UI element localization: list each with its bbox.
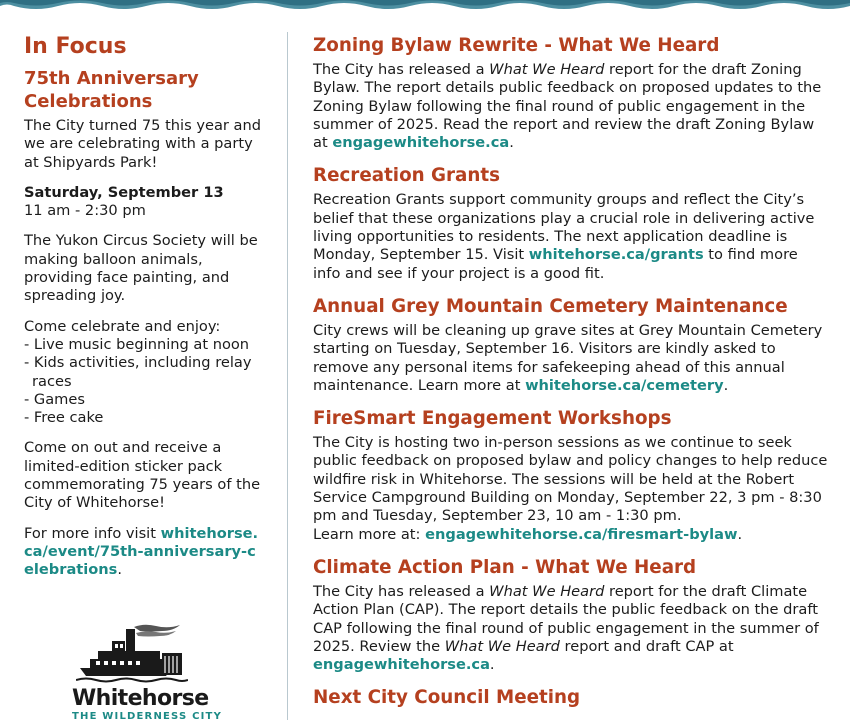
article-council-meeting [313,686,829,710]
cemetery-link[interactable]: whitehorse.ca/cemetery [525,376,724,394]
article-text: report for the draft Climate Action Plan (CAP). The report details the public feedback on the draft CAP following the final round of public engagement in the summer of 2025. Review the [313,582,819,655]
article-text: City crews will be cleaning up grave sites at Grey Mountain Cemetery starting on Tuesday, September 16. Visitors are kindly asked to remove any personal items for safekeeping ahead of this annual maintenance. Learn more at [313,321,823,394]
list-item: - Free cake [24,409,104,427]
circus-paragraph: The Yukon Circus Society will be making balloon animals, providing face painting, and spreading joy. [24,232,258,305]
article-title: FireSmart Engagement Workshops [313,408,672,430]
in-focus-sidebar [24,32,264,592]
list-item: - Kids activities, including relay races [24,354,252,390]
logo-wordmark: Whitehorse [72,686,209,711]
list-item: - Live music beginning at noon [24,335,250,353]
article-firesmart [313,407,829,544]
event-time: 11 am - 2:30 pm [24,202,146,220]
event-date: Saturday, September 13 [24,183,224,201]
anniversary-intro: The City turned 75 this year and we are celebrating with a party at Shipyards Park! [24,117,261,171]
article-text: The City has released a [313,61,490,78]
report-name: What We Heard [489,582,605,600]
article-title: Recreation Grants [313,165,500,187]
article-title: Next City Council Meeting [313,687,581,709]
in-focus-heading: In Focus [24,34,127,59]
article-text: . [509,134,514,152]
article-text: The City has released a [313,582,490,600]
report-name: What We Heard [489,61,605,78]
article-text: Recreation Grants support community groups and reflect the City’s belief that these organizations play a crucial role in delivering active living opportunities to residents. The next application deadline is Monday, September 15. Visit [313,191,815,264]
article-body [313,61,829,152]
more-info-paragraph [24,525,264,580]
enjoy-lead: Come celebrate and enjoy: [24,317,221,335]
grants-link[interactable]: whitehorse.ca/grants [528,246,704,264]
enjoy-section [24,318,264,428]
article-title: Annual Grey Mountain Cemetery Maintenance [313,295,788,317]
sternwheeler-icon [76,623,188,685]
article-text: . [723,376,729,394]
column-divider [287,32,288,720]
article-text: Learn more at: [313,525,426,543]
article-title: Zoning Bylaw Rewrite - What We Heard [313,35,720,56]
article-text: The City is hosting two in-person sessions as we continue to seek public feedback on proposed bylaw and policy changes to help reduce wildfire risk in Whitehorse. The sessions will be held at the Robert Service Campground Building on Monday, September 22, 3 pm - 8:30 pm and Tuesday, September 23, 10 am - 1:30 pm. [313,434,828,525]
article-text: to find more info and see if your project is a good fit. [313,246,798,282]
engage-link[interactable]: engagewhitehorse.ca [313,656,490,674]
logo-tagline: THE WILDERNESS CITY [72,711,223,722]
article-text: report and draft CAP at [559,637,734,655]
article-body [313,583,829,674]
more-info-lead: For more info visit [24,524,161,542]
decorative-wave-banner [0,0,850,12]
firesmart-link[interactable]: engagewhitehorse.ca/firesmart-bylaw [425,525,738,543]
article-body [313,322,829,395]
article-text: . [737,525,743,543]
article-text: report for the draft Zoning Bylaw. The report details public feedback on proposed updates to the Zoning Bylaw following the final round of public engagement in the summer of 2025. Read the report and review the draft Zoning Bylaw at [313,61,822,152]
report-name: What We Heard [444,637,560,655]
news-column [313,34,829,722]
article-recreation-grants [313,164,829,282]
engage-link[interactable]: engagewhitehorse.ca [332,134,510,152]
city-logo [72,623,223,723]
list-item: - Games [24,390,85,408]
article-climate [313,556,829,674]
article-body [313,434,829,544]
event-datetime [24,184,264,221]
article-zoning [313,34,829,152]
article-title: Climate Action Plan - What We Heard [313,556,697,578]
article-cemetery [313,295,829,395]
article-text: . [489,656,495,674]
sticker-paragraph: Come on out and receive a limited-edition sticker pack commemorating 75 years of the City of Whitehorse! [24,439,261,512]
anniversary-event-link[interactable]: whitehorse.ca/event/75th-anniversary-celebrations [24,524,259,579]
anniversary-title: 75th Anniversary Celebrations [24,68,199,112]
more-info-end: . [117,561,123,579]
enjoy-list [24,336,264,427]
article-body [313,191,829,282]
